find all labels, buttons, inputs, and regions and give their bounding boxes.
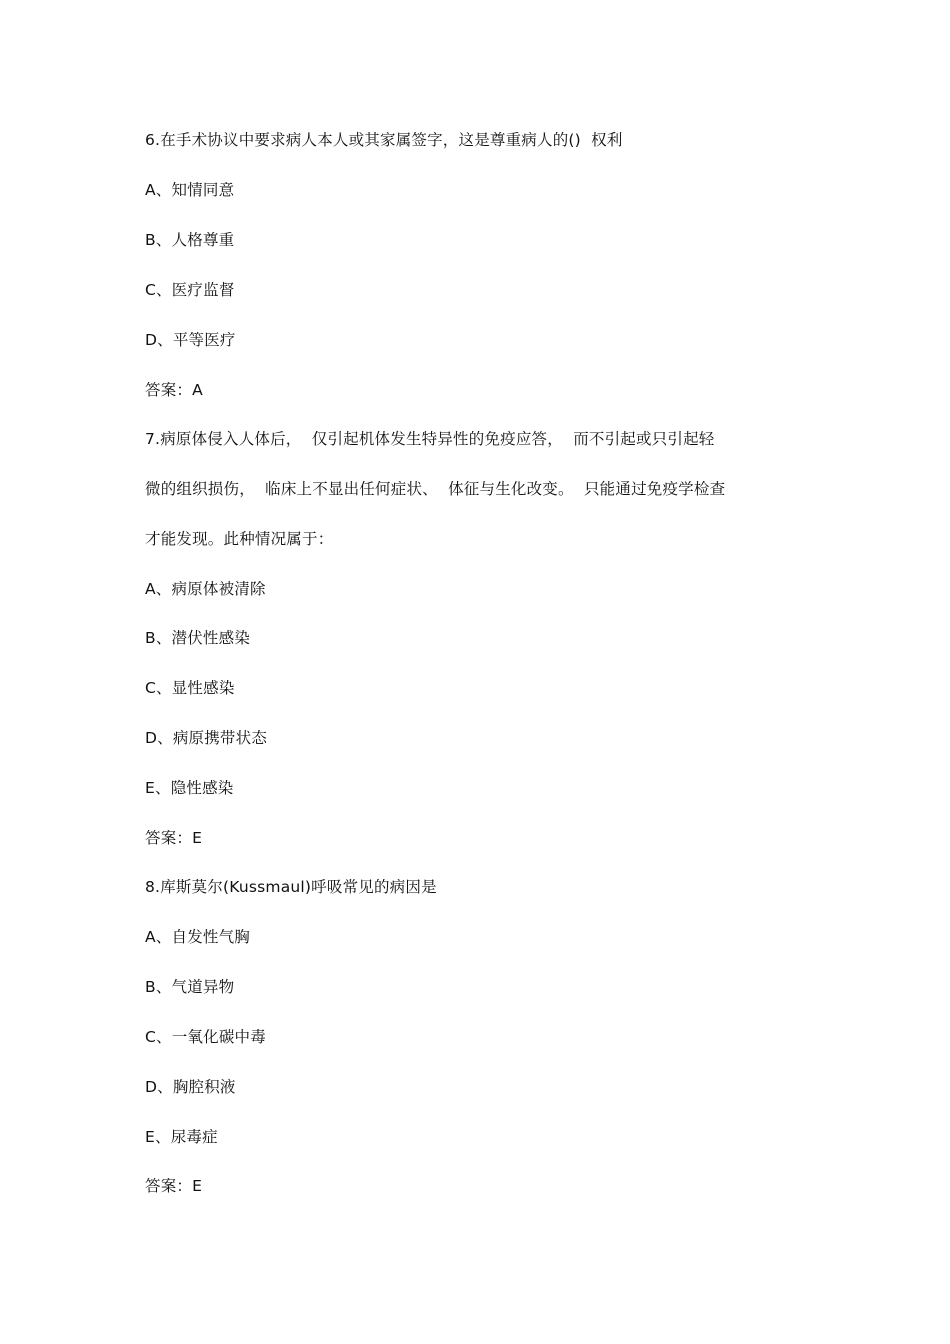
question-8-answer: 答案：E bbox=[145, 1177, 203, 1195]
question-8-stem: 8.库斯莫尔(Kussmaul)呼吸常见的病因是 bbox=[145, 878, 437, 896]
question-6-option-b: B、人格尊重 bbox=[145, 231, 235, 249]
question-8-option-a: A、自发性气胸 bbox=[145, 928, 251, 946]
question-7-answer: 答案：E bbox=[145, 829, 203, 847]
question-6-option-c: C、医疗监督 bbox=[145, 281, 235, 299]
question-7-option-e: E、隐性感染 bbox=[145, 779, 234, 797]
question-7-option-d: D、病原携带状态 bbox=[145, 729, 268, 747]
question-6-answer: 答案：A bbox=[145, 381, 203, 399]
question-7-stem-line-1: 7.病原体侵入人体后， 仅引起机体发生特异性的免疫应答， 而不引起或只引起轻 bbox=[145, 430, 715, 448]
question-7-option-c: C、显性感染 bbox=[145, 679, 235, 697]
question-7-option-a: A、病原体被清除 bbox=[145, 580, 266, 598]
question-7-option-b: B、潜伏性感染 bbox=[145, 629, 251, 647]
question-8-option-d: D、胸腔积液 bbox=[145, 1078, 236, 1096]
question-6-option-d: D、平等医疗 bbox=[145, 331, 236, 349]
question-7-stem-line-2: 微的组织损伤， 临床上不显出任何症状、 体征与生化改变。 只能通过免疫学检查 bbox=[145, 480, 726, 498]
question-8-option-e: E、尿毒症 bbox=[145, 1128, 218, 1146]
question-6-stem: 6.在手术协议中要求病人本人或其家属签字，这是尊重病人的() 权利 bbox=[145, 131, 623, 149]
question-7-stem-line-3: 才能发现。此种情况属于： bbox=[145, 530, 334, 548]
question-6-option-a: A、知情同意 bbox=[145, 181, 235, 199]
question-8-option-c: C、一氧化碳中毒 bbox=[145, 1028, 266, 1046]
question-8-option-b: B、气道异物 bbox=[145, 978, 235, 996]
